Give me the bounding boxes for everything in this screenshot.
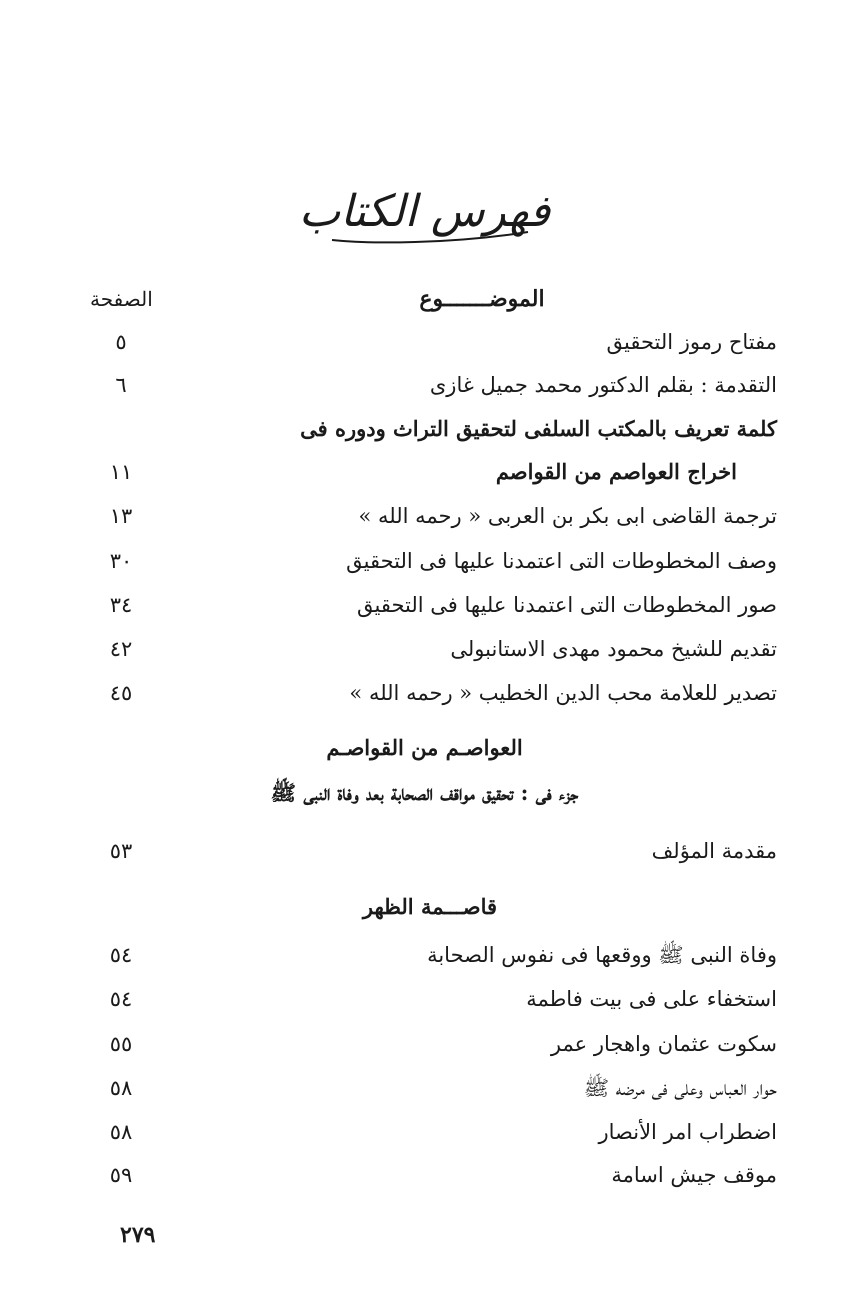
toc-page-number: ٣٤ bbox=[109, 593, 133, 617]
toc-entry: وفاة النبى ﷺ ووقعها فى نفوس الصحابة bbox=[427, 943, 777, 967]
toc-entry: استخفاء على فى بيت فاطمة bbox=[526, 987, 777, 1011]
column-header-topic: الموضـــــــوع bbox=[419, 286, 545, 312]
toc-page-number: ٣٠ bbox=[109, 549, 133, 573]
toc-page-number: ١١ bbox=[109, 460, 133, 484]
toc-entry: ترجمة القاضى ابى بكر بن العربى « رحمه الله » bbox=[358, 504, 777, 528]
page-title: فهرس الكتاب bbox=[298, 186, 551, 237]
toc-page-number: ٥٩ bbox=[109, 1163, 133, 1187]
toc-page-number: ٥٣ bbox=[109, 839, 133, 863]
toc-page-number: ٥٤ bbox=[109, 943, 133, 967]
toc-entry: موقف جيش اسامة bbox=[611, 1163, 777, 1187]
toc-entry: وصف المخطوطات التى اعتمدنا عليها فى التحقيق bbox=[346, 549, 777, 573]
section-heading: قاصـــمة الظهر bbox=[362, 894, 498, 919]
toc-page-number: ٥ bbox=[115, 330, 127, 354]
toc-entry: التقدمة : بقلم الدكتور محمد جميل غازى bbox=[429, 373, 777, 397]
toc-entry: حوار العباس وعلى فى مرضه ﷺ bbox=[583, 1076, 777, 1100]
toc-entry: مفتاح رموز التحقيق bbox=[606, 330, 777, 354]
toc-entry: كلمة تعريف بالمكتب السلفى لتحقيق التراث ودوره فى bbox=[300, 416, 777, 441]
toc-entry: تقديم للشيخ محمود مهدى الاستانبولى bbox=[450, 637, 777, 661]
section-heading: العواصـم من القواصـم bbox=[326, 735, 523, 760]
toc-entry: اضطراب امر الأنصار bbox=[598, 1120, 777, 1144]
toc-page-number: ٥٥ bbox=[109, 1032, 133, 1056]
toc-page-number: ٦ bbox=[115, 373, 127, 397]
toc-page-number: ٥٨ bbox=[109, 1076, 133, 1100]
toc-page-number: ٤٥ bbox=[109, 681, 133, 705]
page-folio-number: ٢٧٩ bbox=[120, 1222, 156, 1248]
section-subheading: جزء فى : تحقيق مواقف الصحابة بعد وفاة النبى ﷺ bbox=[270, 780, 579, 805]
column-header-page: الصفحة bbox=[90, 287, 153, 311]
toc-page-number: ١٣ bbox=[109, 504, 133, 528]
toc-page-number: ٥٨ bbox=[109, 1120, 133, 1144]
toc-entry: سكوت عثمان واهجار عمر bbox=[550, 1032, 777, 1056]
toc-entry: مقدمة المؤلف bbox=[651, 839, 777, 863]
toc-entry: اخراج العواصم من القواصم bbox=[495, 459, 737, 484]
toc-entry: صور المخطوطات التى اعتمدنا عليها فى التحقيق bbox=[357, 593, 777, 617]
toc-entry: تصدير للعلامة محب الدين الخطيب « رحمه الله » bbox=[349, 681, 777, 705]
title-flourish bbox=[330, 226, 530, 246]
toc-page-number: ٤٢ bbox=[109, 637, 133, 661]
toc-page-number: ٥٤ bbox=[109, 987, 133, 1011]
